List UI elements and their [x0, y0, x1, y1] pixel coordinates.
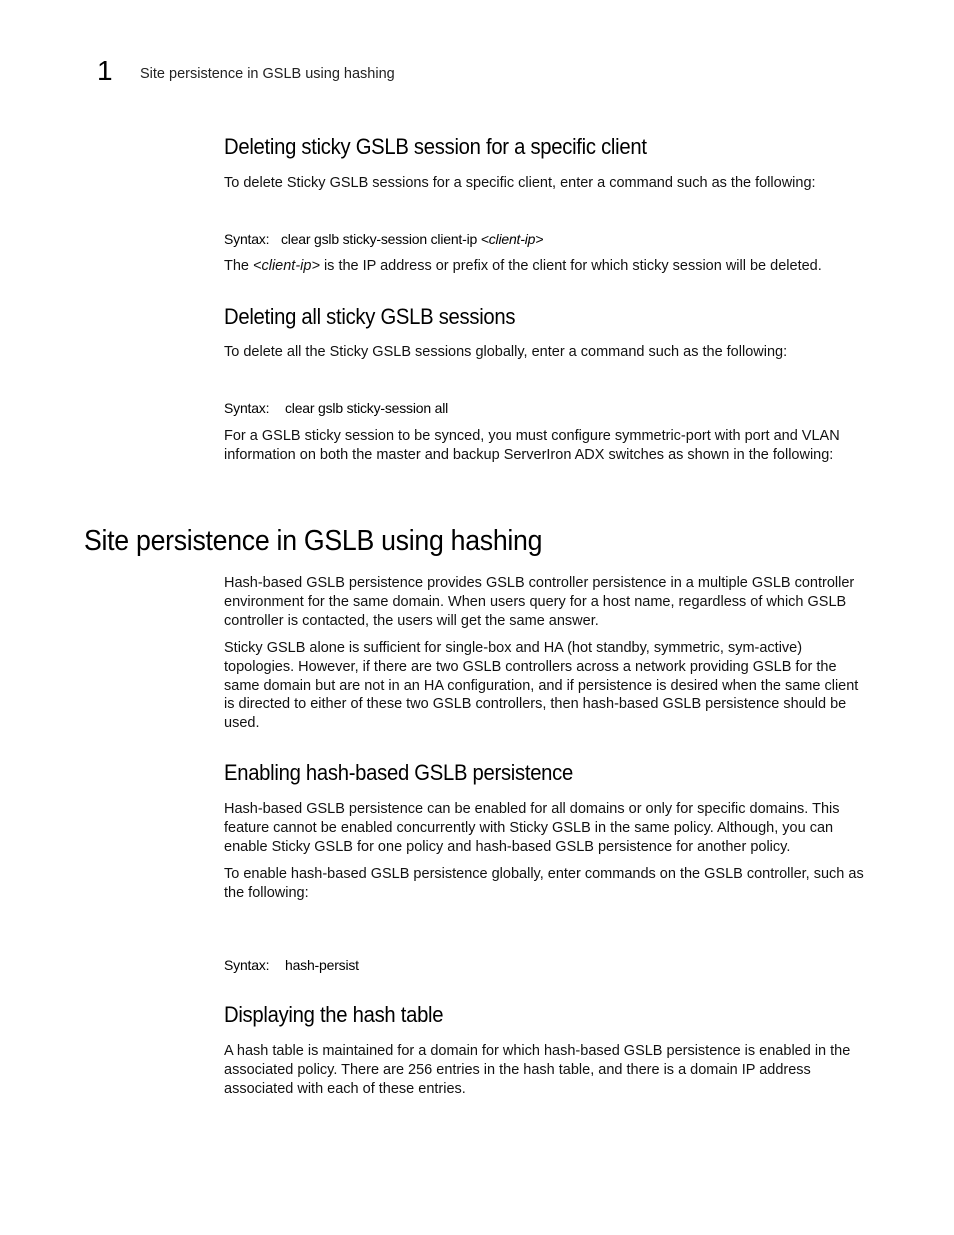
client-ip-description [224, 257, 872, 276]
syntax-variable: <client-ip> [480, 231, 544, 247]
syntax-command: clear gslb sticky-session all [285, 400, 449, 416]
enable-hash-para-2: To enable hash-based GSLB persistence globally, enter commands on the GSLB controller, such as the following: [224, 866, 864, 901]
site-persistence-para-1: Hash-based GSLB persistence provides GSLB controller persistence in a multiple GSLB controller environment for the same domain. When users query for a host name, regardless of which GSLB controller is contacted, the users will get the same answer. [224, 575, 855, 629]
syntax-label: Syntax: [224, 400, 270, 416]
running-header-title: Site persistence in GSLB using hashing [140, 66, 395, 82]
heading-delete-all-sessions: Deleting all sticky GSLB sessions [224, 304, 516, 329]
syntax-label: Syntax: [224, 957, 270, 973]
heading-delete-client-session: Deleting sticky GSLB session for a specific client [224, 134, 647, 159]
syntax-hash-persist [224, 956, 359, 974]
syntax-delete-client [224, 230, 543, 248]
desc-suffix: is the IP address or prefix of the client for which sticky session will be deleted. [319, 258, 822, 274]
heading-enable-hash-persistence: Enabling hash-based GSLB persistence [224, 760, 573, 785]
desc-variable: <client-ip> [253, 258, 320, 274]
heading-site-persistence: Site persistence in GSLB using hashing [84, 525, 543, 557]
syntax-label: Syntax: [224, 231, 270, 247]
enable-hash-para-1: Hash-based GSLB persistence can be enabled for all domains or only for specific domains. This feature cannot be enabled concurrently with Sticky GSLB in the same policy. Although, you can enable Sticky GSLB for one policy and hash-based GSLB persistence for another policy. [224, 801, 840, 855]
syntax-delete-all [224, 399, 448, 417]
syntax-command: hash-persist [285, 957, 359, 973]
delete-client-intro: To delete Sticky GSLB sessions for a specific client, enter a command such as the following: [224, 175, 816, 191]
desc-prefix: The [224, 258, 254, 274]
chapter-number: 1 [97, 55, 113, 86]
syntax-command: clear gslb sticky-session client-ip [281, 231, 478, 247]
sync-note: For a GSLB sticky session to be synced, you must configure symmetric-port with port and VLAN information on both the master and backup ServerIron ADX switches as shown in the following: [224, 428, 840, 463]
site-persistence-para-2: Sticky GSLB alone is sufficient for single-box and HA (hot standby, symmetric, sym-active) topologies. However, if there are two GSLB controllers across a network providing GSLB for the same domain but are not in an HA configuration, and if persistence is desired when the same client is directed to either of these two GSLB controllers, then hash-based GSLB persistence should be used. [224, 640, 859, 732]
display-hash-para-1: A hash table is maintained for a domain for which hash-based GSLB persistence is enabled in the associated policy. There are 256 entries in the hash table, and there is a domain IP address associated with each of these entries. [224, 1043, 851, 1097]
heading-display-hash-table: Displaying the hash table [224, 1002, 444, 1027]
delete-all-intro: To delete all the Sticky GSLB sessions globally, enter a command such as the following: [224, 344, 788, 360]
